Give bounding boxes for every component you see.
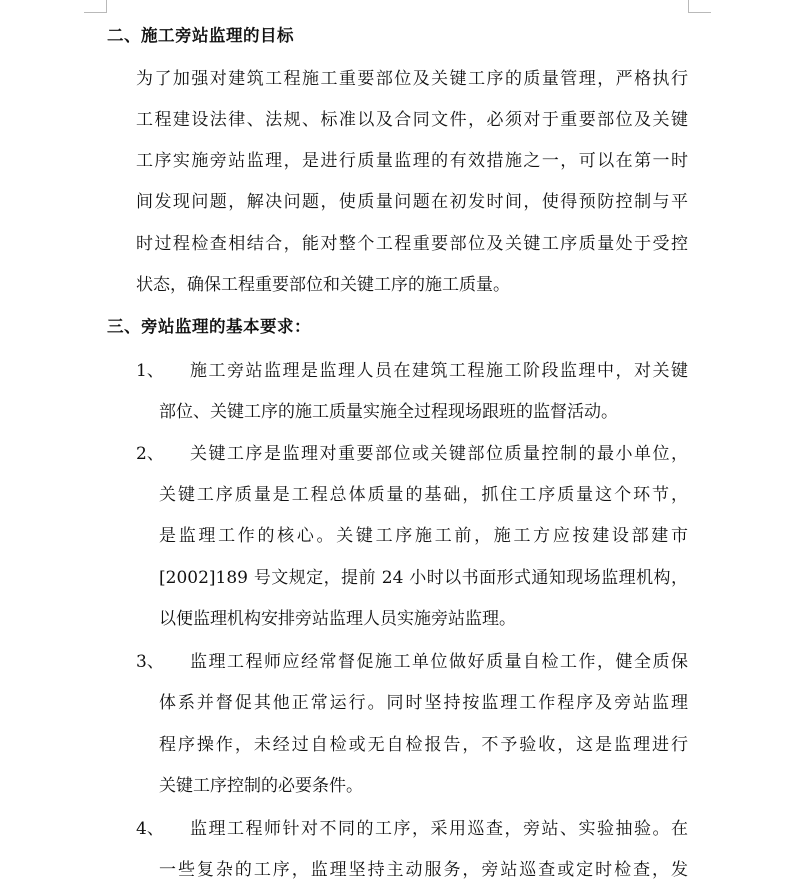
list-item-line: 监理工程师应经常督促施工单位做好质量自检工作，健全质保 xyxy=(190,652,688,672)
list-item-line: 施工旁站监理是监理人员在建筑工程施工阶段监理中，对关键 xyxy=(190,361,688,381)
paragraph-line: 为了加强对建筑工程施工重要部位及关键工序的质量管理，严格执行 xyxy=(136,69,688,89)
section-heading-requirements: 三、旁站监理的基本要求： xyxy=(107,317,311,336)
list-item-number: 2、 xyxy=(136,444,164,464)
list-item-line: 关键工序控制的必要条件。 xyxy=(159,776,363,796)
list-item-line: 关键工序质量是工程总体质量的基础，抓住工序质量这个环节， xyxy=(159,485,688,505)
list-item-line: 体系并督促其他正常运行。同时坚持按监理工作程序及旁站监理 xyxy=(159,693,688,713)
list-item-number: 1、 xyxy=(136,361,164,381)
list-item-line: 一些复杂的工序，监理坚持主动服务，旁站巡查或定时检查，发 xyxy=(159,860,688,880)
list-item-line: 是监理工作的核心。关键工序施工前，施工方应按建设部建市 xyxy=(159,526,688,546)
list-item-line: [2002]189 号文规定，提前 24 小时以书面形式通知现场监理机构， xyxy=(159,568,688,588)
paragraph-line: 工序实施旁站监理，是进行质量监理的有效措施之一，可以在第一时 xyxy=(136,151,688,171)
list-item-number: 4、 xyxy=(136,819,164,839)
list-item-number: 3、 xyxy=(136,652,164,672)
section-heading-goals: 二、施工旁站监理的目标 xyxy=(107,26,294,45)
list-item-line: 部位、关键工序的施工质量实施全过程现场跟班的监督活动。 xyxy=(159,402,618,422)
paragraph-line: 时过程检查相结合，能对整个工程重要部位及关键工序质量处于受控 xyxy=(136,234,688,254)
list-item-line: 程序操作，未经过自检或无自检报告，不予验收，这是监理进行 xyxy=(159,735,688,755)
paragraph-line: 工程建设法律、法规、标准以及合同文件，必须对于重要部位及关键 xyxy=(136,110,688,130)
paragraph-line: 状态，确保工程重要部位和关键工序的施工质量。 xyxy=(136,275,510,295)
list-item-line: 以便监理机构安排旁站监理人员实施旁站监理。 xyxy=(159,609,516,629)
list-item-line: 监理工程师针对不同的工序，采用巡查，旁站、实验抽验。在 xyxy=(190,819,688,839)
paragraph-line: 间发现问题，解决问题，使质量问题在初发时间，使得预防控制与平 xyxy=(136,192,688,212)
list-item-line: 关键工序是监理对重要部位或关键部位质量控制的最小单位， xyxy=(190,444,688,464)
